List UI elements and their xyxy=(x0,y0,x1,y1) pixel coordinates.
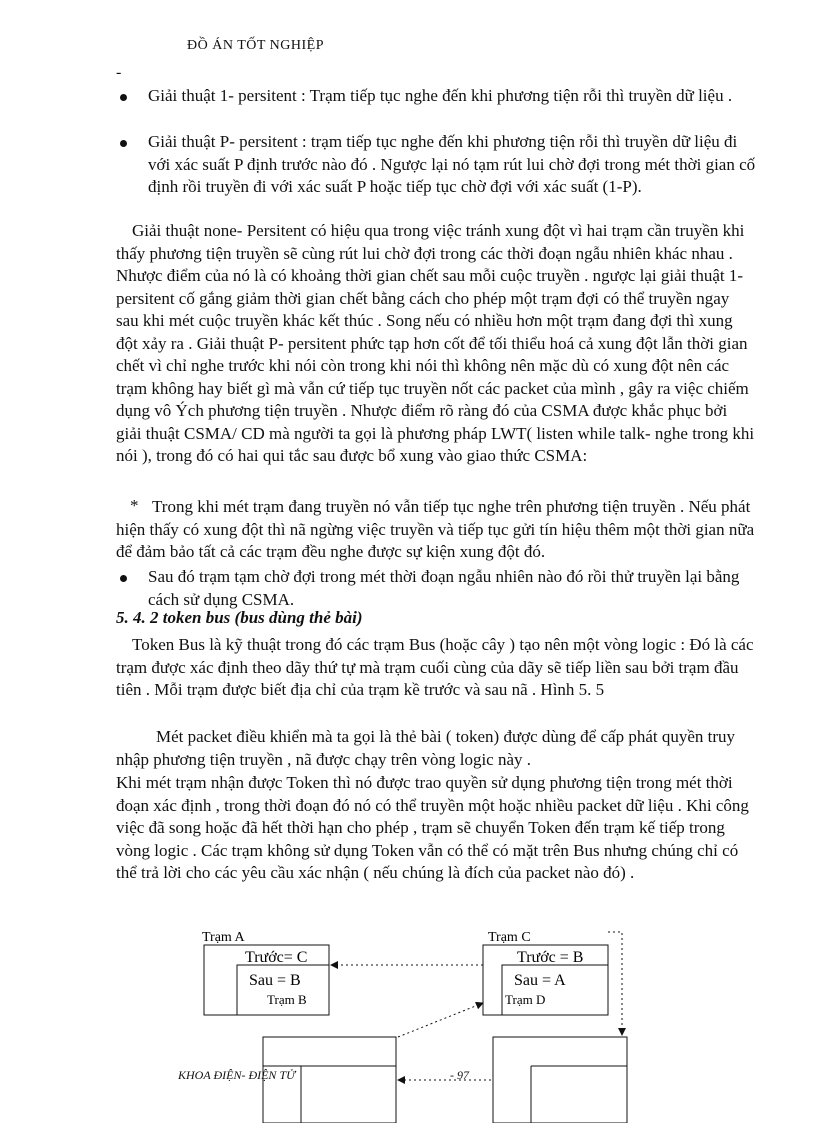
section-heading: 5. 4. 2 token bus (bus dùng thẻ bài) xyxy=(116,608,363,627)
paragraph-csma-variants: Giải thuật none- Persitent có hiệu qua trong việc tránh xung đột vì hai trạm cần truyền khi thấy phương tiện truyền sẽ cùng rút lui chờ đợi trong các thời đoạn ngẫu nhiên khác nhau . Nhược điểm của nó là có khoảng thời gian chết sau mỗi cuộc truyền . ngược lại giải thuật 1- persitent cố gắng giảm thời gian chết bằng cách cho phép một trạm đợi có thể truyền ngay sau khi mét cuộc truyền khác kết thúc . Song nếu có nhiều hơn một trạm đang đợi thì xung đột xảy ra . Giải thuật P- persitent phức tạp hơn cốt để tối thiểu hoá cả xung đột lẫn thời gian chết vì chỉ nghe trước khi nói còn trong khi nói thì không nên mặc dù có xung đột nên các trạm không hay biết gì mà vẫn cứ tiếp tục truyền nốt các packet của mình , gây ra việc chiếm dụng vô Ých phương tiện truyền . Nhược điểm rõ ràng đó của CSMA được khắc phục bởi giải thuật CSMA/ CD mà người ta gọi là phương pháp LWT( listen while talk- nghe trong khi nói ), trong đó có hai qui tắc sau được bổ xung vào giao thức CSMA: xyxy=(116,221,755,465)
arrow-c-to-d xyxy=(608,932,622,1035)
station-c-prev: Trước = B xyxy=(517,949,584,966)
station-c-next: Sau = A xyxy=(514,972,566,989)
station-a-label: Trạm A xyxy=(202,930,245,945)
station-a-prev: Trước= C xyxy=(245,949,308,966)
station-a-sub: Trạm B xyxy=(267,992,307,1007)
paragraph-token-usage: Khi mét trạm nhận được Token thì nó được trao quyền sử dụng phương tiện trong mét thời đoạn xác định , trong thời đoạn đó nó có thể truyền một hoặc nhiều packet dữ liệu . Khi công việc đã song hoặc đã hết thời hạn cho phép , trạm sẽ chuyển Token đến trạm kế tiếp trong vòng logic . Các trạm không sử dụng Token vẫn có thể có mặt trên Bus nhưng chúng chỉ có thể trả lời cho các yêu cầu xác nhận ( nếu chúng là đích của packet nào đó) . xyxy=(116,773,749,882)
paragraph-token-packet: Mét packet điều khiển mà ta gọi là thẻ bài ( token) được dùng để cấp phát quyền truy nhập phương tiện truyền , nã được chạy trên vòng logic này . xyxy=(116,727,736,769)
arrow-b-to-c xyxy=(398,1003,483,1037)
footer-page-number: - 97 xyxy=(450,1068,469,1082)
bullet-text: Giải thuật 1- persitent : Trạm tiếp tục nghe đến khi phương tiện rỗi thì truyền dữ liệu . xyxy=(148,86,733,105)
station-a-next: Sau = B xyxy=(249,972,301,989)
bullet-text: Giải thuật P- persitent : trạm tiếp tục nghe đến khi phương tiện rỗi thì truyền dữ liệu đi với xác suất P định trước nào đó . Ngược lại nó tạm rút lui chờ đợi trong mét thời gian cố định rồi truyền đi với xác suất P hoặc tiếp tục chờ đợi với xác suất (1-P). xyxy=(148,132,756,196)
bullet-text: Sau đó trạm tạm chờ đợi trong mét thời đoạn ngẫu nhiên nào đó rồi thử truyền lại bằng cách sử dụng CSMA. xyxy=(148,567,740,609)
page-header: ĐỒ ÁN TỐT NGHIỆP xyxy=(187,38,324,53)
paragraph-rule-collision: Trong khi mét trạm đang truyền nó vẫn tiếp tục nghe trên phương tiện truyền . Nếu phát hiện thấy có xung đột thì nã ngừng việc truyền và tiếp tục gửi tín hiệu thêm một thời gian nữa để đảm bảo tất cả các trạm đều nghe được sự kiện xung đột đó. xyxy=(116,497,755,561)
station-d-box xyxy=(493,1037,627,1123)
dash-marker: - xyxy=(116,64,122,81)
star-marker: * xyxy=(130,496,139,515)
footer-department: KHOA ĐIỆN- ĐIỆN TỬ xyxy=(178,1068,296,1082)
paragraph-token-bus-intro: Token Bus là kỹ thuật trong đó các trạm Bus (hoặc cây ) tạo nên một vòng logic : Đó là các trạm được xác định theo dãy thứ tự mà trạm cuối cùng của dãy sẽ tiếp liền sau bởi trạm đầu tiên . Mỗi trạm được biết địa chỉ của trạm kề trước và sau nã . Hình 5. 5 xyxy=(116,635,754,699)
station-c-sub: Trạm D xyxy=(505,992,546,1007)
station-c-label: Trạm C xyxy=(488,930,531,945)
